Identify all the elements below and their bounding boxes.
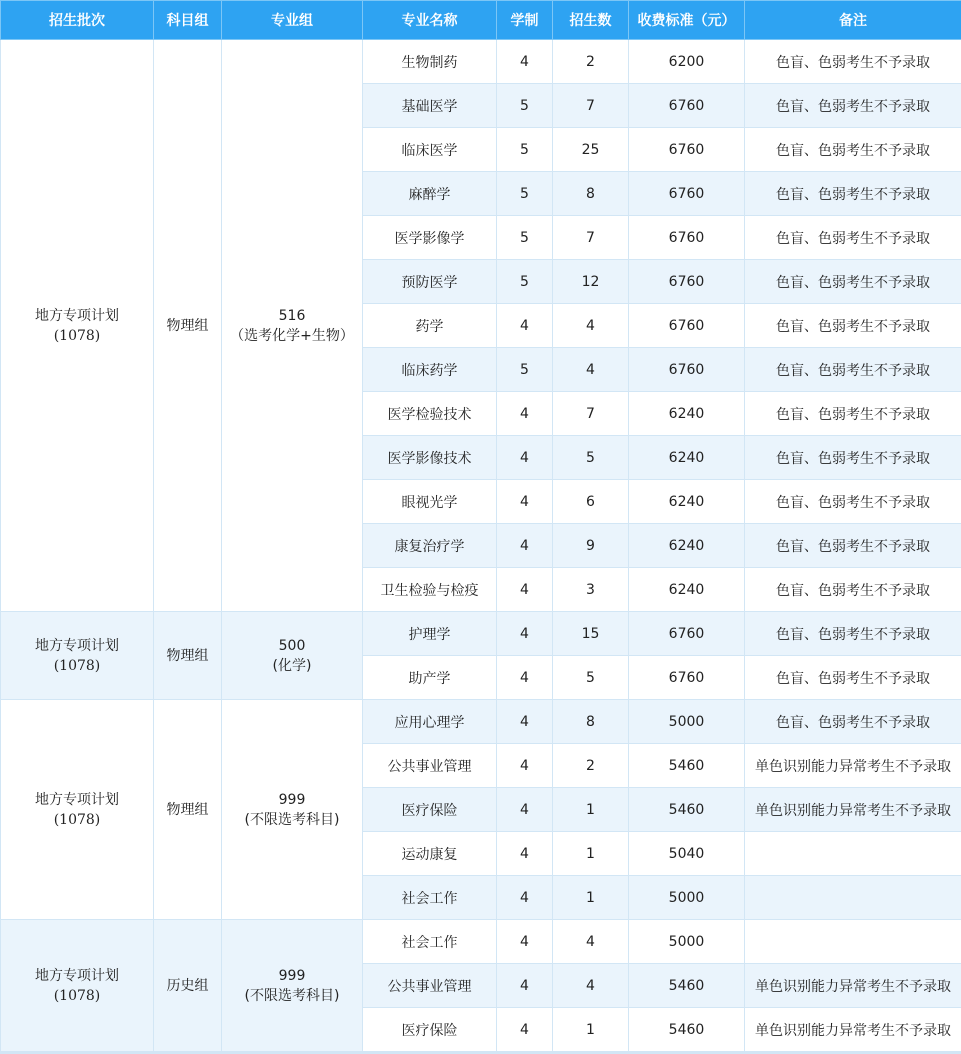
major-name-cell: 生物制药 [363,40,497,84]
major-name-cell: 运动康复 [363,832,497,876]
remark-cell: 色盲、色弱考生不予录取 [745,304,961,348]
batch-cell-line1: 地方专项计划 [1,306,153,326]
remark-cell: 色盲、色弱考生不予录取 [745,612,961,656]
years-cell: 4 [497,436,553,480]
fee-cell: 6760 [629,260,745,304]
years-cell: 4 [497,568,553,612]
batch-cell-line2: (1078) [1,986,153,1006]
batch-cell-line1: 地方专项计划 [1,790,153,810]
quota-cell: 2 [553,744,629,788]
major-name-cell: 助产学 [363,656,497,700]
major-name-cell: 麻醉学 [363,172,497,216]
table-row [1,920,961,964]
remark-cell: 色盲、色弱考生不予录取 [745,84,961,128]
quota-cell: 25 [553,128,629,172]
header-major-name: 专业名称 [363,1,497,40]
subject-group-cell: 历史组 [154,920,222,1052]
quota-cell: 5 [553,656,629,700]
fee-cell: 6240 [629,392,745,436]
major-name-cell: 基础医学 [363,84,497,128]
major-group-cell-line1: 999 [222,966,362,986]
remark-cell: 色盲、色弱考生不予录取 [745,392,961,436]
major-name-cell: 卫生检验与检疫 [363,568,497,612]
header-subject-group: 科目组 [154,1,222,40]
remark-cell: 单色识别能力异常考生不予录取 [745,788,961,832]
major-name-cell: 公共事业管理 [363,964,497,1008]
batch-cell-line2: (1078) [1,810,153,830]
fee-cell: 6760 [629,348,745,392]
years-cell: 4 [497,788,553,832]
major-name-cell: 医疗保险 [363,788,497,832]
remark-cell: 单色识别能力异常考生不予录取 [745,744,961,788]
quota-cell: 15 [553,612,629,656]
major-group-cell-line2: (不限选考科目) [222,810,362,830]
years-cell: 4 [497,612,553,656]
quota-cell: 8 [553,172,629,216]
major-name-cell: 公共事业管理 [363,744,497,788]
batch-cell-line2: (1078) [1,326,153,346]
fee-cell: 5460 [629,744,745,788]
major-name-cell: 眼视光学 [363,480,497,524]
fee-cell: 6760 [629,216,745,260]
remark-cell [745,876,961,920]
remark-cell: 色盲、色弱考生不予录取 [745,172,961,216]
remark-cell: 单色识别能力异常考生不予录取 [745,964,961,1008]
years-cell: 5 [497,260,553,304]
remark-cell: 色盲、色弱考生不予录取 [745,568,961,612]
remark-cell [745,920,961,964]
batch-cell [1,920,154,1052]
subject-group-cell: 物理组 [154,612,222,700]
remark-cell: 色盲、色弱考生不予录取 [745,260,961,304]
header-years: 学制 [497,1,553,40]
batch-cell-line1: 地方专项计划 [1,636,153,656]
remark-cell: 色盲、色弱考生不予录取 [745,524,961,568]
header-quota: 招生数 [553,1,629,40]
header-remark: 备注 [745,1,961,40]
header-row [1,1,961,40]
years-cell: 4 [497,40,553,84]
major-name-cell: 医学检验技术 [363,392,497,436]
years-cell: 4 [497,920,553,964]
fee-cell: 6240 [629,568,745,612]
fee-cell: 5460 [629,788,745,832]
batch-cell-line1: 地方专项计划 [1,966,153,986]
quota-cell: 7 [553,84,629,128]
major-name-cell: 康复治疗学 [363,524,497,568]
major-group-cell [222,920,363,1052]
quota-cell: 12 [553,260,629,304]
table-row [1,40,961,84]
years-cell: 4 [497,876,553,920]
years-cell: 5 [497,84,553,128]
batch-cell [1,40,154,612]
remark-cell: 色盲、色弱考生不予录取 [745,40,961,84]
major-name-cell: 应用心理学 [363,700,497,744]
fee-cell: 5000 [629,920,745,964]
major-group-cell [222,40,363,612]
years-cell: 4 [497,656,553,700]
years-cell: 5 [497,348,553,392]
subject-group-cell: 物理组 [154,700,222,920]
years-cell: 4 [497,304,553,348]
major-group-cell-line2: （选考化学+生物） [222,326,362,346]
quota-cell: 1 [553,832,629,876]
quota-cell: 2 [553,40,629,84]
quota-cell: 6 [553,480,629,524]
quota-cell: 3 [553,568,629,612]
quota-cell: 4 [553,920,629,964]
major-group-cell-line1: 999 [222,790,362,810]
fee-cell: 5460 [629,964,745,1008]
quota-cell: 1 [553,876,629,920]
remark-cell: 色盲、色弱考生不予录取 [745,436,961,480]
batch-cell [1,612,154,700]
header-major-group: 专业组 [222,1,363,40]
fee-cell: 6760 [629,84,745,128]
fee-cell: 5000 [629,700,745,744]
fee-cell: 6760 [629,172,745,216]
remark-cell: 色盲、色弱考生不予录取 [745,656,961,700]
major-group-cell-line2: (不限选考科目) [222,986,362,1006]
table-row [1,700,961,744]
major-name-cell: 临床医学 [363,128,497,172]
years-cell: 4 [497,700,553,744]
major-group-cell [222,612,363,700]
major-name-cell: 药学 [363,304,497,348]
years-cell: 4 [497,392,553,436]
fee-cell: 6760 [629,128,745,172]
years-cell: 4 [497,744,553,788]
remark-cell: 色盲、色弱考生不予录取 [745,128,961,172]
major-name-cell: 医学影像技术 [363,436,497,480]
quota-cell: 4 [553,304,629,348]
subject-group-cell: 物理组 [154,40,222,612]
quota-cell: 1 [553,788,629,832]
remark-cell [745,832,961,876]
batch-cell-line2: (1078) [1,656,153,676]
major-name-cell: 社会工作 [363,920,497,964]
remark-cell: 色盲、色弱考生不予录取 [745,700,961,744]
major-name-cell: 社会工作 [363,876,497,920]
years-cell: 4 [497,1008,553,1052]
years-cell: 4 [497,964,553,1008]
fee-cell: 5000 [629,876,745,920]
table-body [1,40,961,1052]
major-name-cell: 护理学 [363,612,497,656]
header-batch: 招生批次 [1,1,154,40]
fee-cell: 6240 [629,524,745,568]
major-name-cell: 预防医学 [363,260,497,304]
years-cell: 5 [497,128,553,172]
fee-cell: 6240 [629,480,745,524]
years-cell: 5 [497,216,553,260]
quota-cell: 9 [553,524,629,568]
remark-cell: 单色识别能力异常考生不予录取 [745,1008,961,1052]
quota-cell: 1 [553,1008,629,1052]
quota-cell: 8 [553,700,629,744]
fee-cell: 6200 [629,40,745,84]
table-row [1,612,961,656]
quota-cell: 7 [553,392,629,436]
years-cell: 4 [497,480,553,524]
fee-cell: 6760 [629,304,745,348]
fee-cell: 5040 [629,832,745,876]
remark-cell: 色盲、色弱考生不予录取 [745,348,961,392]
fee-cell: 6760 [629,656,745,700]
quota-cell: 4 [553,348,629,392]
fee-cell: 6760 [629,612,745,656]
fee-cell: 5460 [629,1008,745,1052]
major-group-cell-line2: (化学) [222,656,362,676]
remark-cell: 色盲、色弱考生不予录取 [745,216,961,260]
years-cell: 4 [497,832,553,876]
major-group-cell-line1: 516 [222,306,362,326]
quota-cell: 7 [553,216,629,260]
major-name-cell: 医学影像学 [363,216,497,260]
major-name-cell: 临床药学 [363,348,497,392]
years-cell: 5 [497,172,553,216]
quota-cell: 4 [553,964,629,1008]
batch-cell [1,700,154,920]
major-name-cell: 医疗保险 [363,1008,497,1052]
years-cell: 4 [497,524,553,568]
quota-cell: 5 [553,436,629,480]
major-group-cell-line1: 500 [222,636,362,656]
remark-cell: 色盲、色弱考生不予录取 [745,480,961,524]
header-fee: 收费标准（元） [629,1,745,40]
major-group-cell [222,700,363,920]
fee-cell: 6240 [629,436,745,480]
